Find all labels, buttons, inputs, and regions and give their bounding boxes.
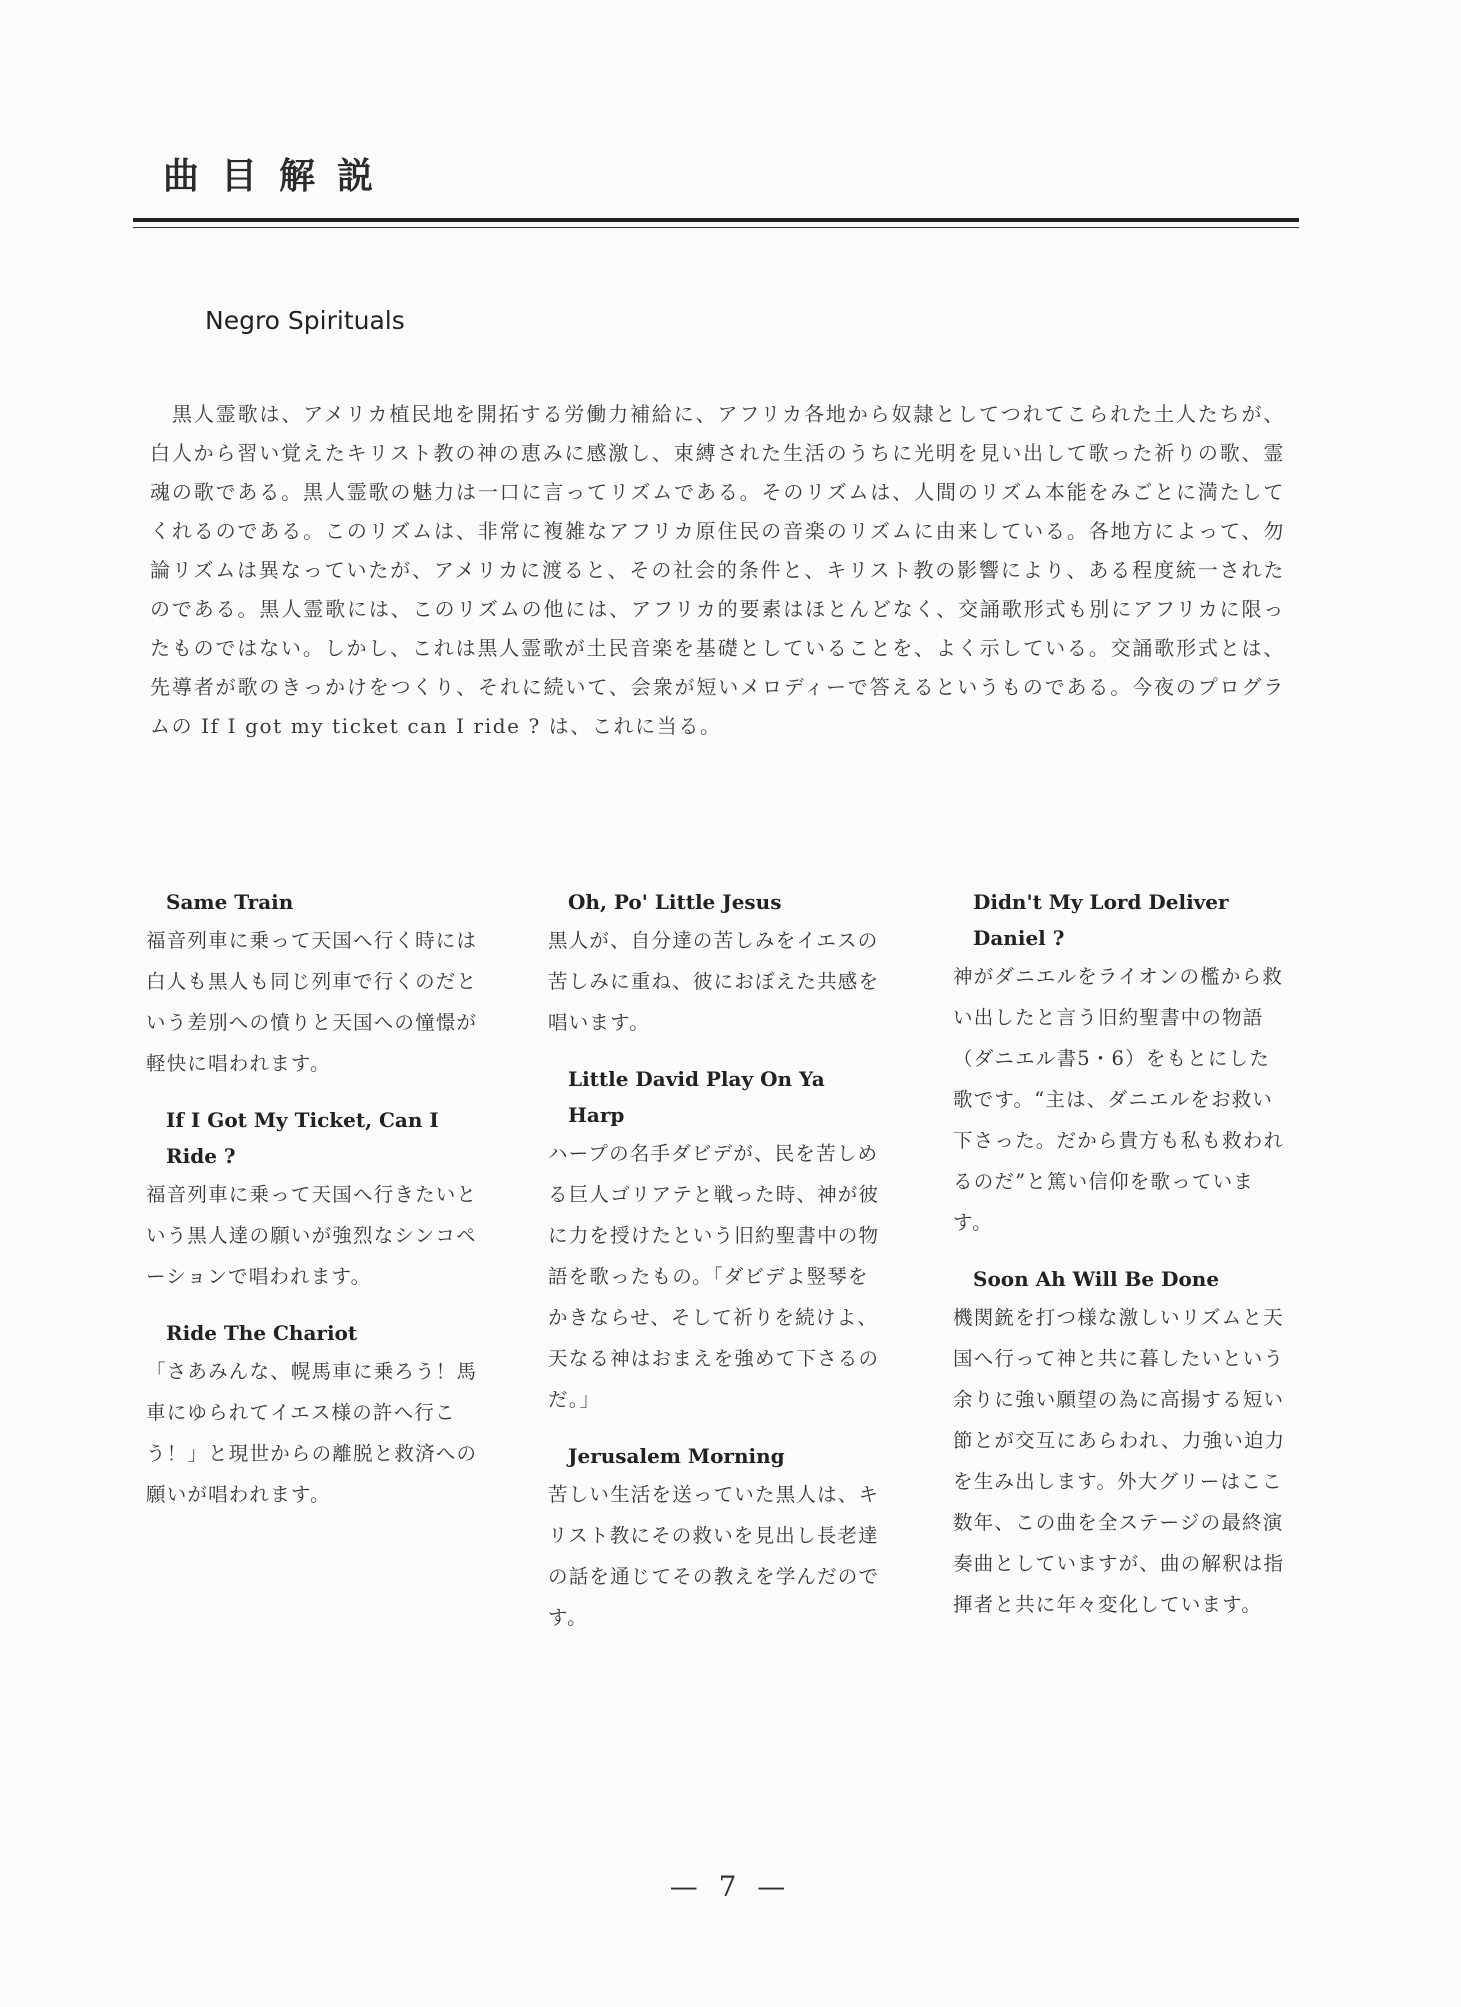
song-description: 苦しい生活を送っていた黒人は、キリスト教にその救いを見出し長老達の話を通じてその教えを学んだのです。 (548, 1483, 880, 1629)
song-description: 福音列車に乗って天国へ行く時には白人も黒人も同じ列車で行くのだという差別への憤りと天国への憧憬が軽快に唱われます。 (146, 929, 478, 1075)
song-entry (146, 1315, 481, 1515)
song-title: Jerusalem Morning (568, 1444, 785, 1468)
song-description: 黒人が、自分達の苦しみをイエスの苦しみに重ね、彼におぼえた共感を唱います。 (548, 929, 880, 1034)
song-entry (146, 884, 481, 1084)
song-title: Same Train (166, 890, 294, 914)
song-entry (953, 884, 1288, 1243)
song-entry (548, 1438, 883, 1638)
song-entry (548, 884, 883, 1043)
song-title: If I Got My Ticket, Can I Ride ? (166, 1108, 439, 1168)
song-column-1 (146, 884, 481, 1533)
song-description: 神がダニエルをライオンの檻から救い出したと言う旧約聖書中の物語（ダニエル書5・6）をもとにした歌です。“主は、ダニエルをお救い下さった。だから貴方も私も救われるのだ”と篤い信仰を歌っています。 (953, 965, 1285, 1234)
song-description: 機関銃を打つ様な激しいリズムと天国へ行って神と共に暮したいという余りに強い願望の為に高揚する短い節とが交互にあらわれ、力強い迫力を生み出します。外大グリーはここ数年、この曲を全ステージの最終演奏曲としていますが、曲の解釈は指揮者と共に年々変化しています。 (953, 1306, 1286, 1616)
song-column-3 (953, 884, 1288, 1643)
song-description: ハープの名手ダビデが、民を苦しめる巨人ゴリアテと戦った時、神が彼に力を授けたという旧約聖書中の物語を歌ったもの。「ダビデよ竪琴をかきならせ、そして祈りを続けよ、天なる神はおまえを強めて下さるのだ。」 (548, 1142, 880, 1411)
song-entry (548, 1061, 883, 1420)
song-column-2 (548, 884, 883, 1656)
song-entry (146, 1102, 481, 1297)
song-title: Ride The Chariot (166, 1321, 358, 1345)
song-title: Little David Play On Ya Harp (568, 1067, 825, 1127)
page-title: 曲目解説 (163, 156, 396, 197)
song-description: 「さあみんな、幌馬車に乗ろう！馬車にゆられてイエス様の許へ行こう！」と現世からの離脱と救済への願いが唱われます。 (146, 1360, 478, 1506)
song-title: Oh, Po' Little Jesus (568, 890, 782, 914)
page-number: — 7 — (669, 1870, 792, 1903)
song-title: Didn't My Lord Deliver Daniel ? (973, 890, 1229, 950)
section-heading: Negro Spirituals (205, 306, 405, 335)
title-rule-thin (133, 227, 1299, 228)
title-rule-thick (133, 218, 1299, 222)
song-entry (953, 1261, 1288, 1625)
intro-paragraph: 黒人霊歌は、アメリカ植民地を開拓する労働力補給に、アフリカ各地から奴隷としてつれてこられた土人たちが、白人から習い覚えたキリスト教の神の恵みに感激し、束縛された生活のうちに光明を見い出して歌った祈りの歌、霊魂の歌である。黒人霊歌の魅力は一口に言ってリズムである。そのリズムは、人間のリズム本能をみごとに満たしてくれるのである。このリズムは、非常に複雑なアフリカ原住民の音楽のリズムに由来している。各地方によって、勿論リズムは異なっていたが、アメリカに渡ると、その社会的条件と、キリスト教の影響により、ある程度統一されたのである。黒人霊歌には、このリズムの他には、アフリカ的要素はほとんどなく、交誦歌形式も別にアフリカに限ったものではない。しかし、これは黒人霊歌が土民音楽を基礎としていることを、よく示している。交誦歌形式とは、先導者が歌のきっかけをつくり、それに続いて、会衆が短いメロディーで答えるというものである。今夜のプログラムの If I got my ticket can I ride ? は、これに当る。 (150, 402, 1285, 738)
song-description: 福音列車に乗って天国へ行きたいという黒人達の願いが強烈なシンコペーションで唱われます。 (146, 1183, 478, 1288)
song-title: Soon Ah Will Be Done (973, 1267, 1220, 1291)
